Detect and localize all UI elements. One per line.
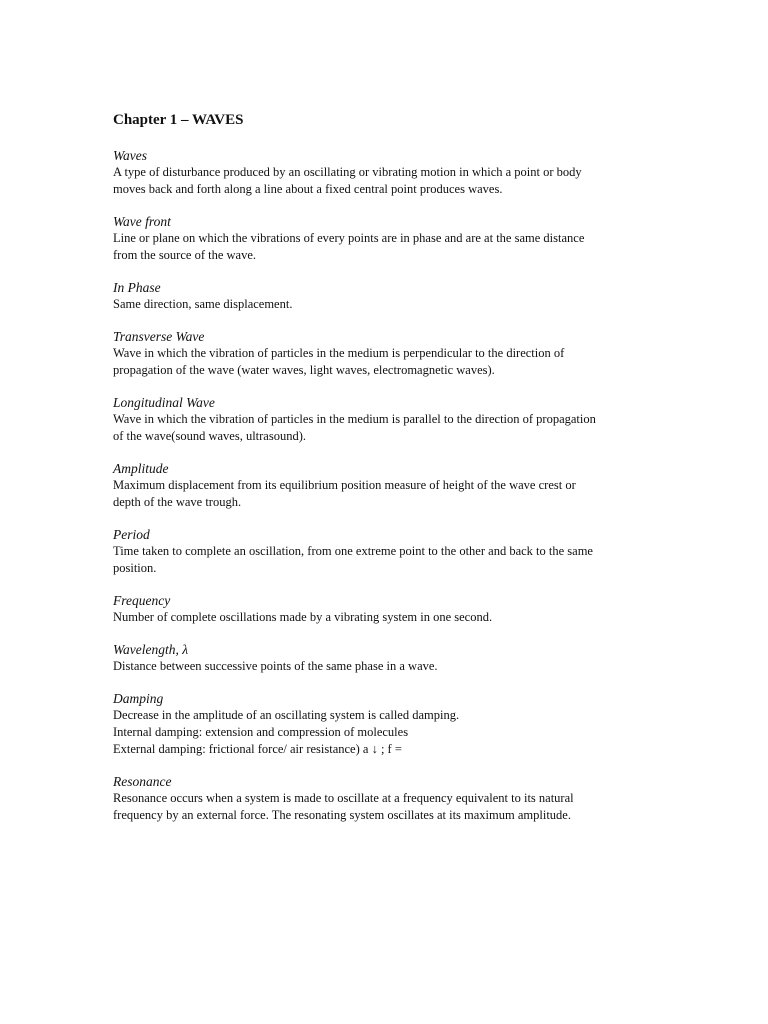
definition-line: Number of complete oscillations made by a vibrating system in one second. [113, 610, 493, 624]
definition-line: Internal damping: extension and compression of molecules [113, 725, 409, 739]
term-heading: Wavelength, λ [113, 642, 189, 657]
definition-text [113, 543, 658, 577]
definition-line: depth of the wave trough. [113, 495, 242, 509]
definition-line: Maximum displacement from its equilibrium position measure of height of the wave crest or [113, 478, 576, 492]
section-wave-front [113, 213, 658, 264]
definition-line: Distance between successive points of the same phase in a wave. [113, 659, 438, 673]
section-frequency [113, 592, 658, 626]
definition-text [113, 164, 658, 198]
definition-text [113, 790, 658, 824]
section-damping [113, 690, 658, 758]
definition-line: position. [113, 561, 157, 575]
term-heading: Damping [113, 691, 164, 706]
definition-line: Resonance occurs when a system is made to oscillate at a frequency equivalent to its natural [113, 791, 574, 805]
definition-line: Same direction, same displacement. [113, 297, 293, 311]
term-heading: Transverse Wave [113, 329, 205, 344]
section-waves [113, 147, 658, 198]
term-heading: Resonance [113, 774, 172, 789]
definition-line: Time taken to complete an oscillation, from one extreme point to the other and back to the same [113, 544, 593, 558]
definition-line: frequency by an external force. The resonating system oscillates at its maximum amplitude. [113, 808, 571, 822]
definition-line: A type of disturbance produced by an oscillating or vibrating motion in which a point or body [113, 165, 582, 179]
section-resonance [113, 773, 658, 824]
definition-text [113, 296, 658, 313]
definition-line: Line or plane on which the vibrations of every points are in phase and are at the same distance [113, 231, 585, 245]
definition-text [113, 658, 658, 675]
definition-text [113, 345, 658, 379]
term-heading: In Phase [113, 280, 161, 295]
section-transverse-wave [113, 328, 658, 379]
definition-line: External damping: frictional force/ air resistance) a ↓ ; f = [113, 742, 402, 756]
term-heading: Waves [113, 148, 147, 163]
section-period [113, 526, 658, 577]
term-heading: Period [113, 527, 150, 542]
definition-line: from the source of the wave. [113, 248, 256, 262]
term-heading: Wave front [113, 214, 171, 229]
definition-line: Decrease in the amplitude of an oscillating system is called damping. [113, 708, 460, 722]
section-wavelength [113, 641, 658, 675]
definition-text [113, 477, 658, 511]
document-page [113, 110, 658, 839]
section-amplitude [113, 460, 658, 511]
definition-line: of the wave(sound waves, ultrasound). [113, 429, 307, 443]
term-heading: Amplitude [113, 461, 169, 476]
definition-text [113, 707, 658, 758]
definition-text [113, 609, 658, 626]
definition-text [113, 411, 658, 445]
term-heading: Frequency [113, 593, 171, 608]
definition-line: moves back and forth along a line about a fixed central point produces waves. [113, 182, 503, 196]
definition-line: Wave in which the vibration of particles in the medium is parallel to the direction of propagation [113, 412, 596, 426]
section-longitudinal-wave [113, 394, 658, 445]
definition-text [113, 230, 658, 264]
chapter-title: Chapter 1 – WAVES [113, 112, 244, 128]
term-heading: Longitudinal Wave [113, 395, 215, 410]
definition-line: propagation of the wave (water waves, light waves, electromagnetic waves). [113, 363, 495, 377]
definition-line: Wave in which the vibration of particles in the medium is perpendicular to the direction of [113, 346, 565, 360]
section-in-phase [113, 279, 658, 313]
